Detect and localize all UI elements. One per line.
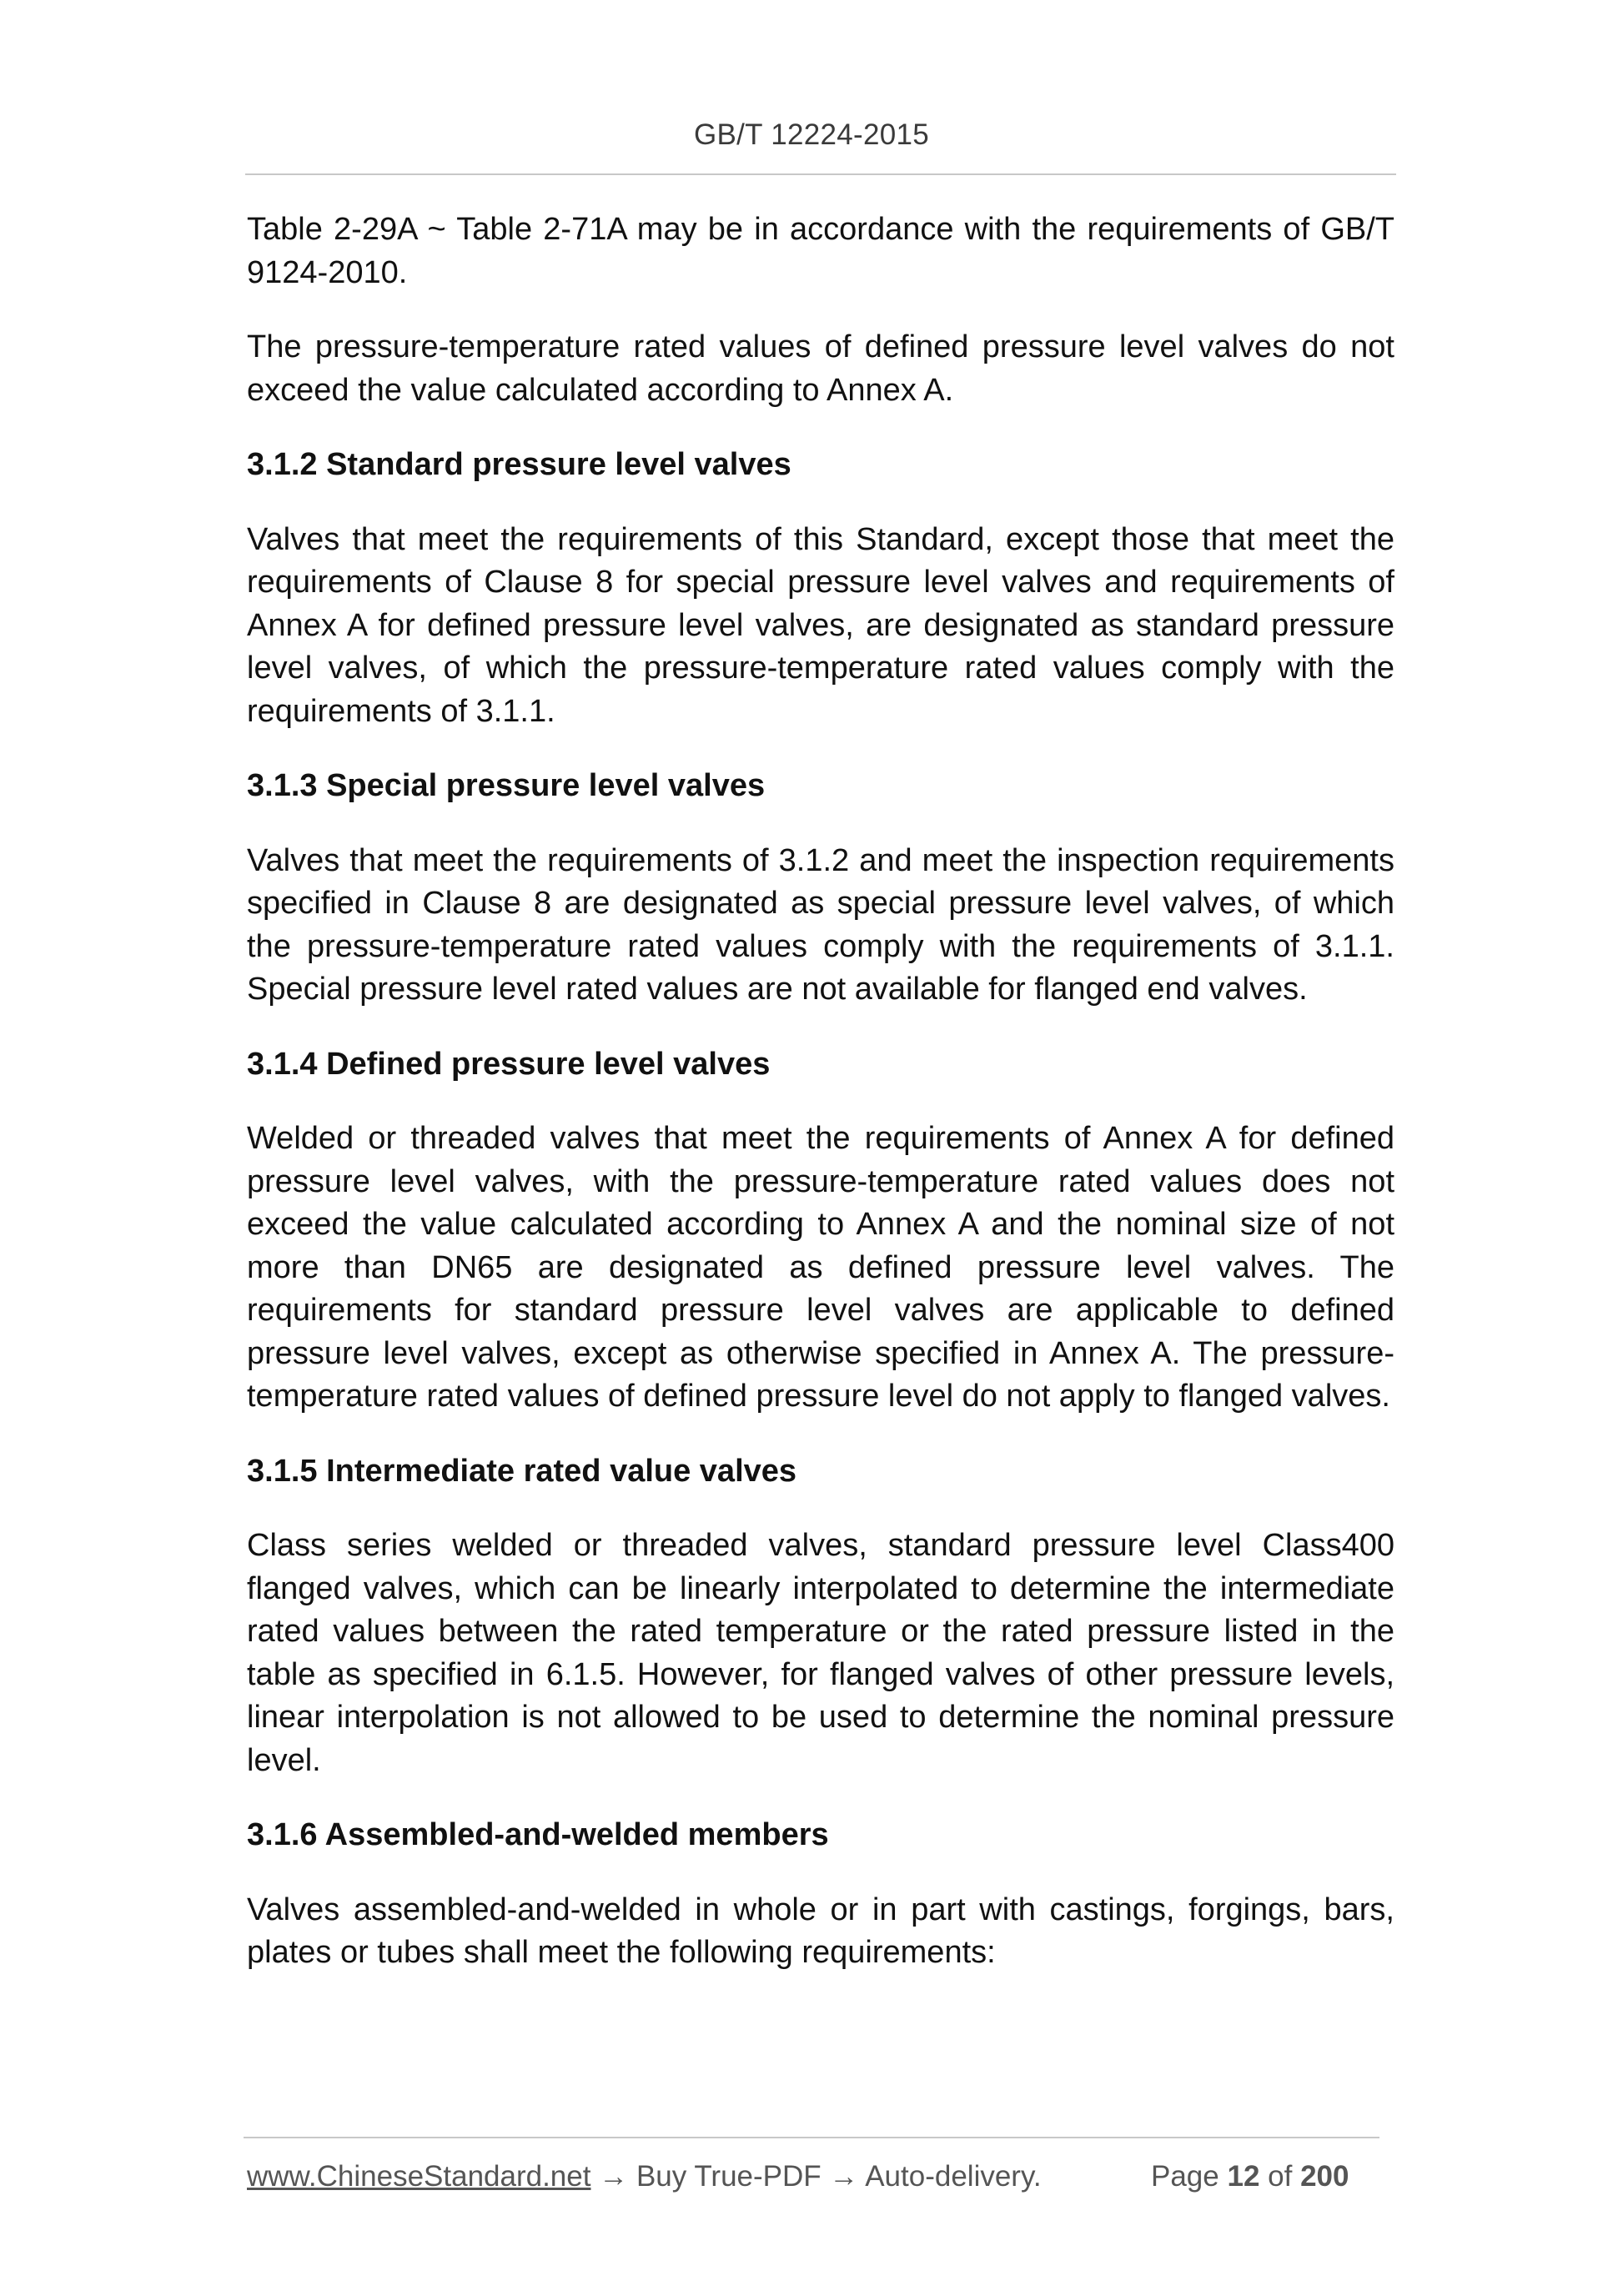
total-pages-number: 200: [1300, 2160, 1349, 2193]
intro-paragraph-2: The pressure-temperature rated values of defined pressure level valves do not exceed the value calculated according to Annex A.: [247, 329, 1394, 408]
buy-true-pdf-text: Buy True-PDF: [636, 2160, 822, 2193]
page-label: Page: [1151, 2160, 1219, 2193]
section-heading-3-1-6: 3.1.6 Assembled-and-welded members: [247, 1817, 829, 1852]
section-body-3-1-6: Valves assembled-and-welded in whole or in part with castings, forgings, bars, plates or tubes shall meet the following requirements:: [247, 1892, 1394, 1970]
arrow-right-icon: →: [599, 2160, 629, 2193]
footer-divider: [244, 2137, 1379, 2138]
section-body-3-1-5: Class series welded or threaded valves, standard pressure level Class400 flanged valves, which can be linearly interpolated to determine the intermediate rated values between the rated temperature or the rated pressure listed in the table as specified in 6.1.5. However, for flanged valves of other pressure levels, linear interpolation is not allowed to be used to determine the nominal pressure level.: [247, 1528, 1394, 1778]
current-page-number: 12: [1227, 2160, 1260, 2193]
section-body-3-1-2: Valves that meet the requirements of this Standard, except those that meet the requirements of Clause 8 for special pressure level valves and requirements of Annex A for defined pressure level valves, are designated as standard pressure level valves, of which the pressure-temperature rated values comply with the requirements of 3.1.1.: [247, 521, 1394, 729]
website-link[interactable]: www.ChineseStandard.net: [247, 2160, 591, 2193]
section-body-3-1-3: Valves that meet the requirements of 3.1.2 and meet the inspection requirements specified in Clause 8 are designated as special pressure level valves, of which the pressure-temperature rated values comply with the requirements of 3.1.1. Special pressure level rated values are not available for flanged end valves.: [247, 842, 1394, 1007]
section-heading-3-1-4: 3.1.4 Defined pressure level valves: [247, 1046, 771, 1082]
page-indicator: [1151, 2160, 1349, 2193]
arrow-right-icon: →: [829, 2160, 859, 2193]
section-heading-3-1-3: 3.1.3 Special pressure level valves: [247, 768, 766, 803]
section-heading-3-1-2: 3.1.2 Standard pressure level valves: [247, 447, 791, 482]
document-body: [247, 208, 1394, 2007]
page-header-title: GB/T 12224-2015: [693, 118, 930, 151]
intro-paragraph-1: Table 2-29A ~ Table 2-71A may be in accordance with the requirements of GB/T 9124-2010.: [247, 212, 1394, 290]
of-label: of: [1268, 2160, 1293, 2193]
section-heading-3-1-5: 3.1.5 Intermediate rated value valves: [247, 1453, 797, 1489]
section-body-3-1-4: Welded or threaded valves that meet the requirements of Annex A for defined pressure level valves, with the pressure-temperature rated values does not exceed the value calculated according to Annex A and the nominal size of not more than DN65 are designated as defined pressure level valves. The requirements for standard pressure level valves are applicable to defined pressure level valves, except as otherwise specified in Annex A. The pressure-temperature rated values of defined pressure level do not apply to flanged valves.: [247, 1121, 1394, 1414]
auto-delivery-text: Auto-delivery.: [865, 2160, 1042, 2193]
footer-promo: [247, 2160, 1042, 2193]
header-divider: [245, 173, 1396, 175]
page-footer: [247, 2160, 1381, 2202]
